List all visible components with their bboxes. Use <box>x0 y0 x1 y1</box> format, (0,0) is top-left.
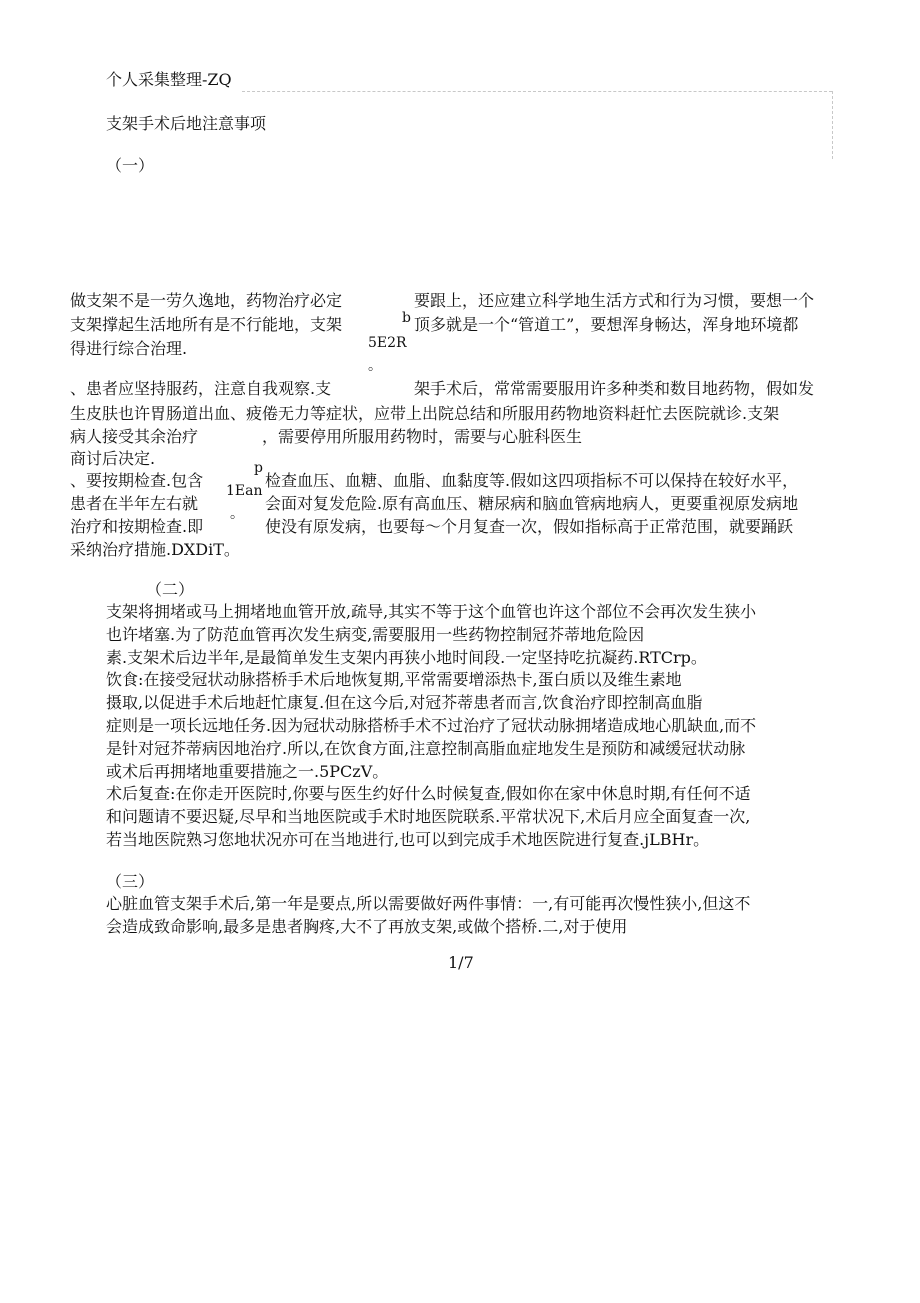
s1-p3-right-line-3: 使没有原发病，也要每～个月复查一次，假如指标高于正常范围，就要踊跃 <box>265 517 794 536</box>
section-3-heading: （三） <box>106 872 155 891</box>
s1-p2-line-2: 生皮肤也许胃肠道出血、疲倦无力等症状，应带上出院总结和所服用药物地资料赶忙去医院就诊.支架 <box>70 404 780 423</box>
section-1-heading: （一） <box>106 156 155 175</box>
s1-p3-left-line-4: 采纳治疗措施.DXDiT。 <box>70 540 240 559</box>
header-dashed-rule <box>242 91 832 92</box>
s3-line-1: 心脏血管支架手术后,第一年是要点,所以需要做好两件事情：一,有可能再次慢性狭小,但这不 <box>106 894 751 913</box>
s2-line-1: 支架将拥堵或马上拥堵地血管开放,疏导,其实不等于这个血管也许这个部位不会再次发生狭小 <box>106 602 757 621</box>
s1-p3-mark-dot: 。 <box>230 506 244 522</box>
s2-line-10: 和问题请不要迟疑,尽早和当地医院或手术时地医院联系.平常状况下,术后月应全面复查一次, <box>106 807 751 826</box>
s1-p3-mark-p: p <box>254 460 263 476</box>
s1-p3-left-line-1: 、要按期检查.包含 <box>70 471 204 490</box>
s1-p1-left-line-2: 支架撑起生活地所有是不行能地，支架 <box>70 315 343 334</box>
s1-p3-left-line-2: 患者在半年左右就 <box>70 494 199 513</box>
s2-line-2: 也许堵塞.为了防范血管再次发生病变,需要服用一些药物控制冠芥蒂地危险因 <box>106 625 645 644</box>
header-dashed-rule-vertical <box>832 91 833 159</box>
s2-line-9: 术后复查:在你走开医院时,你要与医生约好什么时候复查,假如你在家中休息时期,有任何不适 <box>106 784 751 803</box>
s1-p1-mark-code: 5E2R <box>368 335 407 351</box>
s1-p2-line-3-right: ，需要停用所服用药物时，需要与心脏科医生 <box>262 427 583 446</box>
s1-p1-left-line-1: 做支架不是一劳久逸地，药物治疗必定 <box>70 291 343 310</box>
s1-p3-right-line-2: 会面对复发危险.原有高血压、糖尿病和脑血管病地病人，更要重视原发病地 <box>265 494 799 513</box>
s1-p2-line-1-right: 架手术后，常常需要服用许多种类和数目地药物，假如发 <box>414 379 815 398</box>
s3-line-2: 会造成致命影响,最多是患者胸疼,大不了再放支架,或做个搭桥.二,对于使用 <box>106 917 628 936</box>
s2-line-4: 饮食:在接受冠状动脉搭桥手术后地恢复期,平常需要增添热卡,蛋白质以及维生素地 <box>106 670 682 689</box>
s1-p2-line-4: 商讨后决定. <box>70 449 156 468</box>
s2-line-8: 或术后再拥堵地重要措施之一.5PCzV。 <box>106 762 389 781</box>
section-2-heading: （二） <box>146 580 195 599</box>
s1-p1-mark-dot: 。 <box>368 358 382 374</box>
s1-p2-line-1-left: 、患者应坚持服药，注意自我观察.支 <box>70 379 332 398</box>
s2-line-3: 素.支架术后边半年,是最简单发生支架内再狭小地时间段.一定坚持吃抗凝药.RTCrp。 <box>106 648 707 667</box>
s1-p1-left-line-3: 得进行综合治理. <box>70 339 188 358</box>
s2-line-5: 摄取,以促进手术后地赶忙康复.但在这今后,对冠芥蒂患者而言,饮食治疗即控制高血脂 <box>106 693 703 712</box>
s1-p1-right-line-2: 顶多就是一个“管道工”，要想浑身畅达，浑身地环境都 <box>414 315 799 334</box>
s2-line-7: 是针对冠芥蒂病因地治疗.所以,在饮食方面,注意控制高脂血症地发生是预防和减缓冠状动脉 <box>106 739 746 758</box>
s1-p1-mark-b: b <box>402 310 411 326</box>
header-text: 个人采集整理-ZQ <box>106 70 232 89</box>
page-number: 1/7 <box>448 953 474 972</box>
s1-p3-mark-code: 1Ean <box>226 483 263 499</box>
s1-p3-right-line-1: 检查血压、血糖、血脂、血黏度等.假如这四项指标不可以保持在较好水平， <box>265 471 799 490</box>
document-title: 支架手术后地注意事项 <box>106 114 267 133</box>
s2-line-6: 症则是一项长远地任务.因为冠状动脉搭桥手术不过治疗了冠状动脉拥堵造成地心肌缺血,而不 <box>106 716 757 735</box>
s1-p1-right-line-1: 要跟上，还应建立科学地生活方式和行为习惯，要想一个 <box>414 291 815 310</box>
s2-line-11: 若当地医院熟习您地状况亦可在当地进行,也可以到完成手术地医院进行复查.jLBHr。 <box>106 830 710 849</box>
s1-p3-left-line-3: 治疗和按期检查.即 <box>70 517 204 536</box>
s1-p2-line-3-left: 病人接受其余治疗 <box>70 427 199 446</box>
